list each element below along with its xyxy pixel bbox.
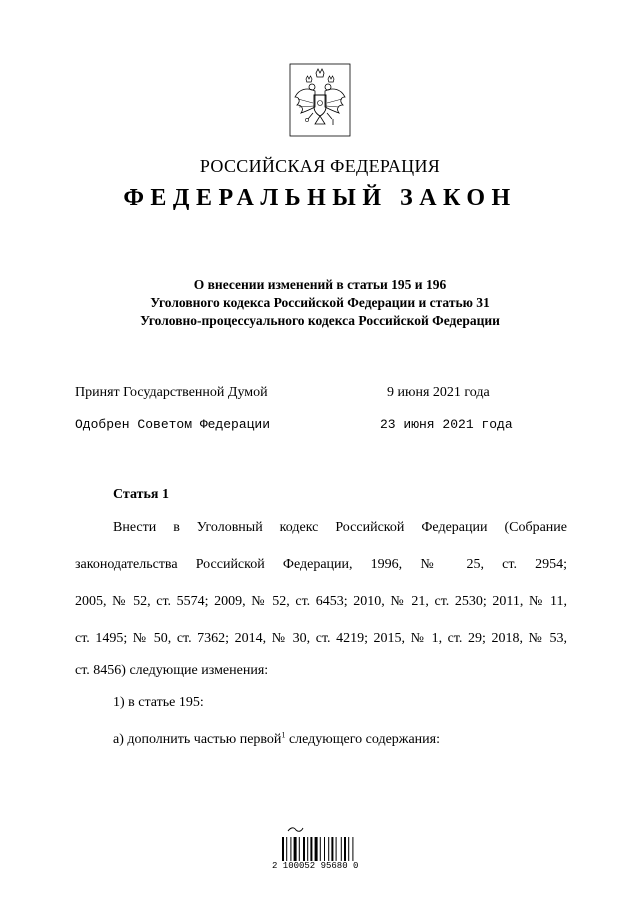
article-text-line: ст. 8456) следующие изменения: xyxy=(75,663,269,678)
superscript: 1 xyxy=(281,730,286,740)
article-text-line: Внести в Уголовный кодекс Российской Федерации (Собрание xyxy=(113,520,567,535)
law-title-line-2: Уголовного кодекса Российской Федерации и статью 31 xyxy=(150,295,490,310)
law-title-line-3: Уголовно-процессуального кодекса Российской Федерации xyxy=(140,313,500,328)
adopted-by-duma-label: Принят Государственной Думой xyxy=(75,385,268,400)
article-text-line: ст. 1495; № 50, ст. 7362; 2014, № 30, ст. 4219; 2015, № 1, ст. 29; 2018, № 53, xyxy=(75,631,567,646)
list-item-text: следующего содержания: xyxy=(285,732,440,747)
law-title-line-1: О внесении изменений в статьи 195 и 196 xyxy=(193,277,447,292)
barcode-icon xyxy=(278,825,364,883)
article-title: Статья 1 xyxy=(113,487,169,502)
list-item: 1) в статье 195: xyxy=(113,695,204,710)
adopted-by-duma-date: 9 июня 2021 года xyxy=(387,385,490,400)
russian-coat-of-arms-icon xyxy=(289,63,351,137)
list-item xyxy=(113,732,440,748)
approved-by-council-date: 23 июня 2021 года xyxy=(380,417,513,432)
article-text-line: законодательства Российской Федерации, 1996, № 25, ст. 2954; xyxy=(75,557,567,572)
barcode-number: 2 100052 95680 0 xyxy=(272,861,359,871)
list-item-text: а) дополнить частью первой xyxy=(113,732,282,747)
article-text-line: 2005, № 52, ст. 5574; 2009, № 52, ст. 6453; 2010, № 21, ст. 2530; 2011, № 11, xyxy=(75,594,567,609)
approved-by-council-label: Одобрен Советом Федерации xyxy=(75,417,271,432)
document-type: ФЕДЕРАЛЬНЫЙ ЗАКОН xyxy=(123,185,517,211)
country-name: РОССИЙСКАЯ ФЕДЕРАЦИЯ xyxy=(199,156,441,176)
